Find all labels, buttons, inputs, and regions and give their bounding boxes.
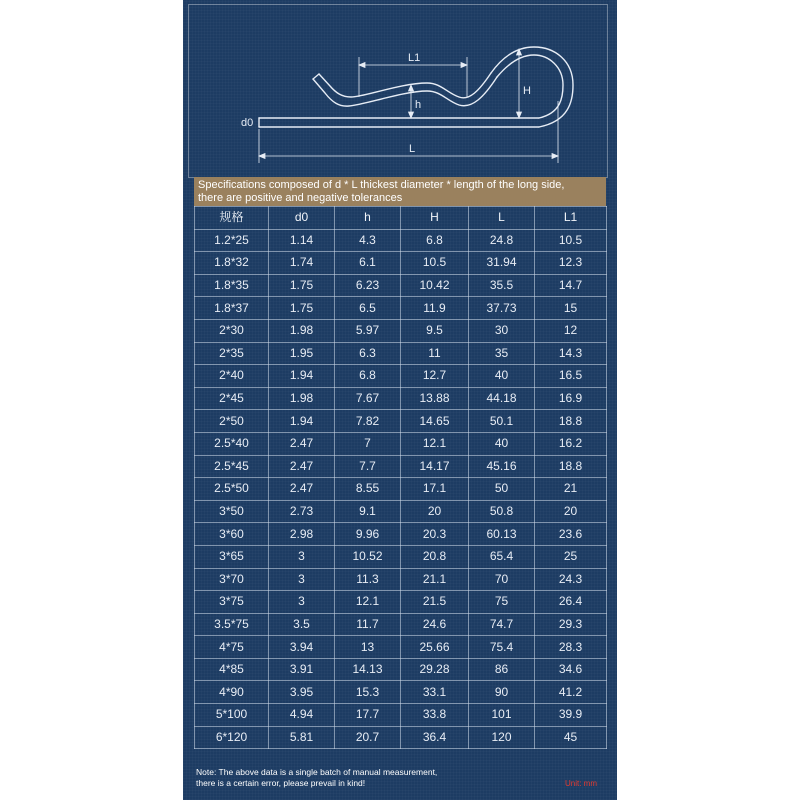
header-L: L (469, 207, 535, 230)
table-row (195, 545, 607, 568)
table-cell: 20.3 (401, 523, 469, 546)
dimension-label-h: h (415, 99, 422, 111)
table-cell: 90 (469, 681, 535, 704)
table-row (195, 681, 607, 704)
table-cell: 60.13 (469, 523, 535, 546)
table-cell: 75 (469, 591, 535, 614)
table-row (195, 636, 607, 659)
table-cell: 6*120 (195, 726, 269, 749)
table-row (195, 658, 607, 681)
table-row (195, 613, 607, 636)
table-cell: 3.94 (269, 636, 335, 659)
r-clip-diagram (188, 4, 608, 178)
table-cell: 33.8 (401, 704, 469, 727)
table-cell: 3*60 (195, 523, 269, 546)
header-h: h (335, 207, 401, 230)
table-cell: 26.4 (535, 591, 607, 614)
table-cell: 4.3 (335, 229, 401, 252)
table-cell: 2.98 (269, 523, 335, 546)
unit-label: Unit: mm (565, 779, 597, 788)
table-cell: 24.8 (469, 229, 535, 252)
table-cell: 16.9 (535, 387, 607, 410)
table-cell: 10.52 (335, 545, 401, 568)
table-cell: 12.7 (401, 365, 469, 388)
table-cell: 30 (469, 319, 535, 342)
table-cell: 10.5 (535, 229, 607, 252)
banner-line-2: there are positive and negative tolerances (198, 192, 403, 204)
table-cell: 75.4 (469, 636, 535, 659)
specification-banner (194, 177, 606, 206)
table-cell: 1.8*32 (195, 252, 269, 275)
table-row (195, 319, 607, 342)
r-clip-drawing (189, 5, 607, 177)
table-cell: 12.3 (535, 252, 607, 275)
table-cell: 2*30 (195, 319, 269, 342)
table-cell: 33.1 (401, 681, 469, 704)
table-cell: 11.3 (335, 568, 401, 591)
table-cell: 34.6 (535, 658, 607, 681)
table-cell: 1.14 (269, 229, 335, 252)
table-cell: 20 (401, 500, 469, 523)
table-row (195, 500, 607, 523)
table-cell: 1.8*37 (195, 297, 269, 320)
table-cell: 24.6 (401, 613, 469, 636)
table-cell: 28.3 (535, 636, 607, 659)
spec-table (194, 206, 607, 749)
table-row (195, 342, 607, 365)
table-row (195, 726, 607, 749)
table-cell: 1.8*35 (195, 274, 269, 297)
table-cell: 45 (535, 726, 607, 749)
table-cell: 3*70 (195, 568, 269, 591)
header-d0: d0 (269, 207, 335, 230)
table-cell: 17.1 (401, 478, 469, 501)
table-row (195, 523, 607, 546)
table-row (195, 252, 607, 275)
table-row (195, 432, 607, 455)
table-cell: 12 (535, 319, 607, 342)
table-cell: 23.6 (535, 523, 607, 546)
table-cell: 9.5 (401, 319, 469, 342)
table-cell: 4*90 (195, 681, 269, 704)
table-cell: 3*75 (195, 591, 269, 614)
table-cell: 29.3 (535, 613, 607, 636)
table-body (195, 229, 607, 749)
table-cell: 7.82 (335, 410, 401, 433)
table-cell: 7.7 (335, 455, 401, 478)
table-cell: 4.94 (269, 704, 335, 727)
table-cell: 6.1 (335, 252, 401, 275)
header-H: H (401, 207, 469, 230)
table-cell: 3 (269, 545, 335, 568)
measurement-note (196, 767, 496, 789)
table-cell: 13 (335, 636, 401, 659)
table-cell: 3.95 (269, 681, 335, 704)
table-cell: 5.97 (335, 319, 401, 342)
table-cell: 9.1 (335, 500, 401, 523)
table-row (195, 274, 607, 297)
table-cell: 7.67 (335, 387, 401, 410)
table-cell: 12.1 (401, 432, 469, 455)
table-cell: 18.8 (535, 455, 607, 478)
table-cell: 40 (469, 432, 535, 455)
table-cell: 2.47 (269, 455, 335, 478)
table-cell: 14.17 (401, 455, 469, 478)
table-cell: 25 (535, 545, 607, 568)
table-row (195, 229, 607, 252)
table-cell: 11.7 (335, 613, 401, 636)
table-cell: 2.5*50 (195, 478, 269, 501)
table-cell: 24.3 (535, 568, 607, 591)
table-cell: 21.5 (401, 591, 469, 614)
table-cell: 1.75 (269, 274, 335, 297)
table-cell: 11.9 (401, 297, 469, 320)
table-cell: 65.4 (469, 545, 535, 568)
table-cell: 16.2 (535, 432, 607, 455)
table-cell: 50 (469, 478, 535, 501)
table-cell: 2*50 (195, 410, 269, 433)
table-cell: 86 (469, 658, 535, 681)
table-cell: 29.28 (401, 658, 469, 681)
header-L1: L1 (535, 207, 607, 230)
table-cell: 39.9 (535, 704, 607, 727)
table-cell: 14.3 (535, 342, 607, 365)
table-cell: 31.94 (469, 252, 535, 275)
table-cell: 74.7 (469, 613, 535, 636)
table-cell: 10.42 (401, 274, 469, 297)
table-cell: 6.5 (335, 297, 401, 320)
table-cell: 6.8 (401, 229, 469, 252)
table-cell: 2.5*45 (195, 455, 269, 478)
table-row (195, 455, 607, 478)
table-cell: 11 (401, 342, 469, 365)
header-spec: 规格 (195, 207, 269, 230)
table-cell: 10.5 (401, 252, 469, 275)
table-cell: 25.66 (401, 636, 469, 659)
dimension-label-H: H (523, 85, 531, 97)
banner-line-1: Specifications composed of d * L thickest diameter * length of the long side, (198, 179, 565, 191)
table-cell: 50.8 (469, 500, 535, 523)
table-cell: 8.55 (335, 478, 401, 501)
table-cell: 3*65 (195, 545, 269, 568)
table-cell: 16.5 (535, 365, 607, 388)
table-cell: 50.1 (469, 410, 535, 433)
table-cell: 120 (469, 726, 535, 749)
table-cell: 101 (469, 704, 535, 727)
table-cell: 4*85 (195, 658, 269, 681)
table-cell: 15 (535, 297, 607, 320)
table-cell: 1.94 (269, 410, 335, 433)
table-cell: 2*45 (195, 387, 269, 410)
table-row (195, 297, 607, 320)
table-cell: 36.4 (401, 726, 469, 749)
table-cell: 18.8 (535, 410, 607, 433)
dimension-label-d0: d0 (241, 117, 254, 129)
table-cell: 20.7 (335, 726, 401, 749)
table-cell: 5*100 (195, 704, 269, 727)
table-cell: 35.5 (469, 274, 535, 297)
table-cell: 2*40 (195, 365, 269, 388)
spec-sheet-panel (183, 0, 617, 800)
table-row (195, 478, 607, 501)
table-cell: 1.74 (269, 252, 335, 275)
table-cell: 2*35 (195, 342, 269, 365)
table-cell: 1.2*25 (195, 229, 269, 252)
table-cell: 1.75 (269, 297, 335, 320)
table-cell: 9.96 (335, 523, 401, 546)
table-cell: 37.73 (469, 297, 535, 320)
table-cell: 70 (469, 568, 535, 591)
table-cell: 1.98 (269, 387, 335, 410)
table-cell: 4*75 (195, 636, 269, 659)
table-cell: 3.91 (269, 658, 335, 681)
table-cell: 41.2 (535, 681, 607, 704)
table-cell: 3*50 (195, 500, 269, 523)
table-row (195, 365, 607, 388)
table-cell: 44.18 (469, 387, 535, 410)
table-header-row (195, 207, 607, 230)
table-row (195, 410, 607, 433)
table-cell: 40 (469, 365, 535, 388)
table-row (195, 591, 607, 614)
table-cell: 21.1 (401, 568, 469, 591)
table-cell: 3 (269, 591, 335, 614)
table-cell: 35 (469, 342, 535, 365)
table-cell: 1.98 (269, 319, 335, 342)
table-cell: 7 (335, 432, 401, 455)
table-cell: 45.16 (469, 455, 535, 478)
table-cell: 6.8 (335, 365, 401, 388)
table-cell: 2.73 (269, 500, 335, 523)
table-cell: 20 (535, 500, 607, 523)
table-cell: 17.7 (335, 704, 401, 727)
table-cell: 14.13 (335, 658, 401, 681)
table-cell: 14.65 (401, 410, 469, 433)
table-cell: 14.7 (535, 274, 607, 297)
note-line-1: Note: The above data is a single batch of manual measurement, (196, 767, 438, 777)
dimension-label-l1: L1 (408, 52, 421, 64)
table-cell: 3.5 (269, 613, 335, 636)
dimension-label-L: L (409, 143, 416, 155)
table-cell: 2.47 (269, 432, 335, 455)
table-cell: 13.88 (401, 387, 469, 410)
table-row (195, 568, 607, 591)
table-cell: 3.5*75 (195, 613, 269, 636)
table-cell: 2.5*40 (195, 432, 269, 455)
table-cell: 6.3 (335, 342, 401, 365)
table-cell: 5.81 (269, 726, 335, 749)
table-cell: 12.1 (335, 591, 401, 614)
table-cell: 15.3 (335, 681, 401, 704)
table-cell: 6.23 (335, 274, 401, 297)
table-cell: 1.94 (269, 365, 335, 388)
table-row (195, 387, 607, 410)
table-row (195, 704, 607, 727)
table-cell: 20.8 (401, 545, 469, 568)
table-cell: 21 (535, 478, 607, 501)
table-cell: 2.47 (269, 478, 335, 501)
table-cell: 3 (269, 568, 335, 591)
table-cell: 1.95 (269, 342, 335, 365)
note-line-2: there is a certain error, please prevail in kind! (196, 778, 366, 788)
